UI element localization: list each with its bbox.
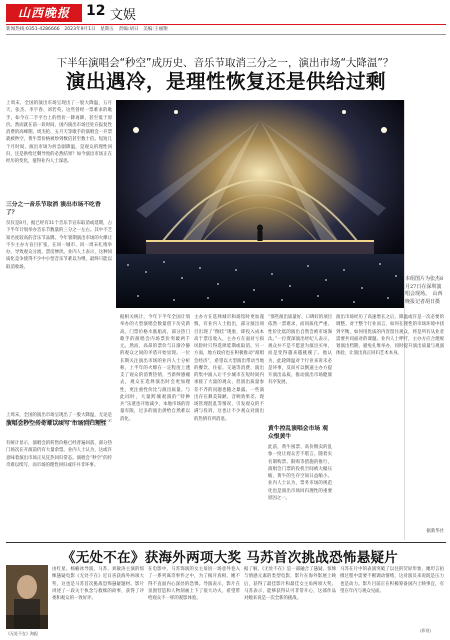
section-title: 文娱 bbox=[110, 8, 137, 23]
story-byline: 据新华社 bbox=[426, 529, 444, 534]
bottom-story-rule bbox=[6, 542, 446, 543]
page-number: 12 bbox=[86, 3, 106, 19]
bottom-col2: 在电影中，马苏饰演的女主角因一场意外卷入了一系列离奇事件之中，为了揭开真相，她不得不直面内心深处的恐惧。导演表示，影片在氛围营造和人物刻画上下了很大功夫，希望带给观众不一样的观影体验。 bbox=[148, 567, 240, 601]
newspaper-logo: 山西晚报 bbox=[6, 4, 82, 22]
photo-caption: 本组图片为张杰8月27日在深圳演唱会现场。 山西晚报记者胡日摄 bbox=[405, 276, 444, 305]
bottom-story-headline: 《无处不在》获海外两项大奖 马苏首次挑战恐怖悬疑片 bbox=[61, 550, 399, 566]
story-col1: 上周末，全国的演出市场呈现出了一股大降温，五月天、张杰、李宇春、刘若英，这些曾经一票难求的歌手，如今在二手平台上的售价一降再降，甚至低于原价。然而就在前一段时间，国内演出市场还处在报复性消费的高峰期，周杰伦、五月天等歌手的演唱会一开票就被秒空，黄牛票价格被炒到数倍甚至数十倍。短短几个月时间，演出市场为何急剧降温，是观众的理性回归，还是供给过剩导致的必然结果？如今演出市场正在经历的变化，值得业内人士深思。 bbox=[6, 101, 112, 164]
bottom-col3: 据了解，《无处不在》是一部融合了悬疑、惊悚与情感元素的类型电影，影片在海外影展上映后，获得了最佳影片和最佳女主角两项大奖。马苏表示，能够获得认可非常开心，这部作品对她来说是一次全新的挑战。 bbox=[244, 567, 336, 601]
masthead-divider bbox=[6, 34, 446, 35]
movie-poster bbox=[6, 565, 48, 629]
story-col5: 演出市场经历了高速增长之后，降温或许是一次必要的调整。对于整个行业而言，如何在理性的市场环境中找到平衡，如何用优质的内容留住观众，将是所有从业者需要共同面对的课题。业内人士呼吁，主办方应合理规划演出档期，避免扎堆举办，同时提升演出质量与观演体验，让演出真正回归艺术本身。 bbox=[336, 315, 444, 357]
story-col4: “那些演出质量好、口碑好的项目依然一票难求，而同质化严重、性价比低的演出自然会被市场淘汰。”一位资深演出经纪人表示，观众并不是不愿意为演出买单，而是变得越来越挑剔了。他认为，此轮降温对于行业来说未必是坏事，反而可以倒逼主办方提升演出品质，推动演出市场健康有序发展。 bbox=[268, 315, 332, 386]
story-kicker: 下半年演唱会“秒空”成历史、音乐节取消三分之一，演出市场“大降温”？ bbox=[56, 57, 394, 69]
story-col1-tail: 上周末，全国的演出市场呈现出了一股大降温，无论是 bbox=[6, 413, 112, 418]
bottom-source: (影视) bbox=[420, 628, 432, 633]
masthead-info: 新闻热线:0351-4286666 2023年9月1日 星期五 责编:胡日 美编:王丽翔 bbox=[6, 27, 168, 32]
masthead-rule bbox=[6, 24, 446, 25]
story-col3: 主办方在选择城市和场馆时更加谨慎，有业内人士指出，部分演出项目出现了“倒挂”现象，即投入成本高于票房收入，主办方在面对亏损风险时只得选择延期或取消。另一方面，地方政府也在积极推动“演唱会经济”，希望以大型演出带动当地的餐饮、住宿、交通等消费，演出的集中涌入让不少城市在短时间内承接了大量的观众，但演出质量参差不齐的问题也随之暴露。一些演出存在舞美简陋、音响效果差、现场管理混乱等情况，引发观众的不满与投诉，这也让不少观众对演出的热情有所消退。 bbox=[194, 315, 264, 422]
concert-photo bbox=[116, 100, 404, 308]
story-col2b: 有统计显示，演唱会的转售价格已经普遍回落，部分热门场次在开演前仍有大量余票。业内人士认为，这或许意味着演出市场正从狂热回归常态。演唱会“秒空”的传奇难以续写，而市场的理性回归或许并非坏事。 bbox=[6, 441, 112, 468]
bottom-col4: 马苏在片中的表演突破了以往的荧屏形象，她坦言拍摄过程中需要不断调动情绪，这对演员来说既是压力也是动力。影片目前正在积极筹备国内上映事宜，有望在年内与观众见面。 bbox=[340, 567, 444, 594]
subhead-2: 演唱会秒空传奇难以续写 市场回归理性 bbox=[6, 421, 107, 427]
poster-caption: 《无处不在》海报 bbox=[6, 631, 38, 636]
bottom-col1: 由红星、杨楠冰导演，马苏、刘敏涛主演的惊悚悬疑电影《无处不在》近日喜获海外两项大奖，这也是马苏首次挑战恐怖悬疑题材。影片讲述了一段关于执念与救赎的故事，获得了评委和观众的一致好评。 bbox=[52, 567, 144, 601]
story-col2: 据相关统计，今年下半年全国计划举办的大型演唱会数量创下历史新高。门票价格水涨船高，部分热门歌手的演唱会内场票价突破两千元。然而，高昂的票价与日渐冷静的观众之间的矛盾开始显现。一位长期关注演出市场的业内人士分析称，上半年的火爆在一定程度上透支了观众的消费热情，当新鲜感褪去，观众在选择演出时会更加理性，更注重性价比与演出质量。与此同时，大量跨城观演的“特种兵”乐迷也开始减少，本地市场的容量有限，过多的演出供给自然难以消化。 bbox=[120, 315, 190, 422]
subhead-3: 黄牛控乱演唱会市场 观众恨黄牛 bbox=[268, 426, 328, 440]
story-col4b: 此前，黄牛囤票、高价倒卖的乱象一度让观众苦不堪言。随着实名制购票、限购等措施的推行，演唱会门票的投机空间被大幅压缩，黄牛的生存空间日益缩小。业内人士认为，票务市场的规范化也是演出市场回归理性的重要原因之一。 bbox=[268, 445, 332, 501]
story-headline: 演出遇冷，是理性恢复还是供给过剩 bbox=[65, 70, 386, 93]
subhead-1: 三分之一音乐节取消 演出市场不吃香了？ bbox=[6, 202, 101, 216]
story-col1b: 仅仅是8月，据已经有31个音乐节宣布取消或延期，占下半年计划举办音乐节数量的三分之一左右。其中不乏知名度较高的音乐节品牌。今年暑期演出市场的火爆让不少主办方盲目扩张，在同一城市、同一周末扎堆举办，导致观众分流、票房惨淡。业内人士表示，这种同质化竞争使得不少中小型音乐节难以为继，最终只能以取消收场。 bbox=[6, 221, 112, 270]
